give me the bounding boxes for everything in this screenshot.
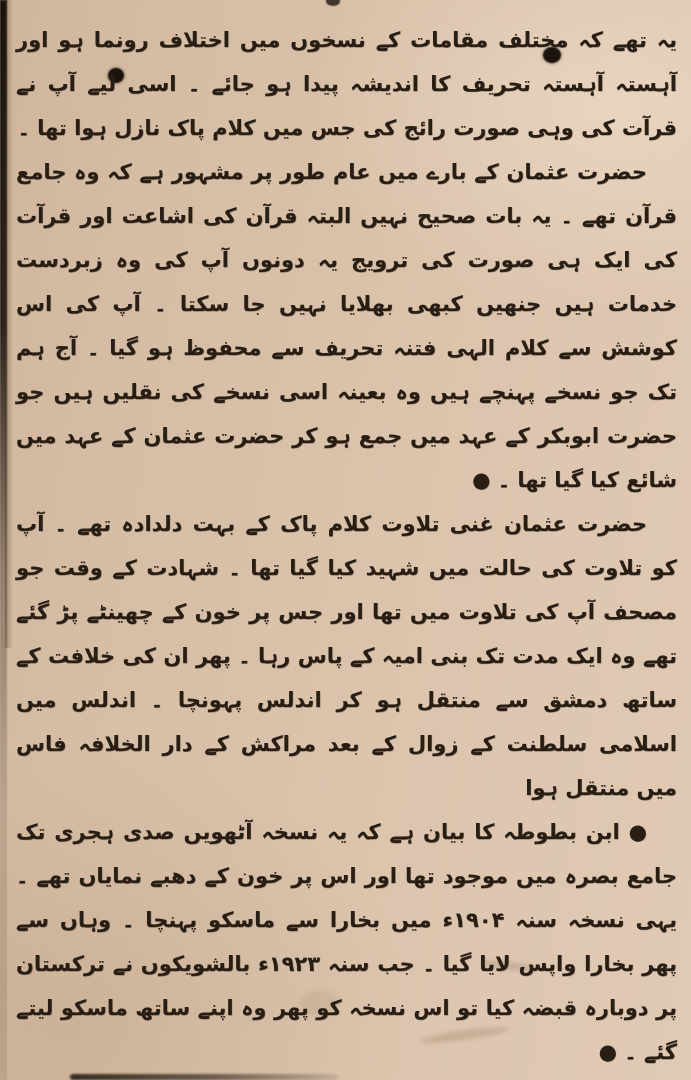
page-edge-shadow-left-soft — [5, 0, 13, 648]
ink-mark-top — [326, 0, 340, 6]
paragraph-uthman-jami-quran: حضرت عثمان کے بارے میں عام طور پر مشہور ہے کہ وہ جامع قرآن تھے ۔ یہ بات صحیح نہیں البتہ قرآن کی اشاعت اور قرآت کی ایک ہی صورت کی ترویج یہ دونوں آپ کی وہ زبردست خدمات ہیں جنھیں کبھی بھلایا نہیں جا سکتا ۔ آپ کی اس کوشش سے کلام الہی فتنہ تحریف سے محفوظ ہو گیا ۔ آج ہم تک جو نسخے پہنچے ہیں وہ بعینہ اسی نسخے کی نقلیں ہیں جو حضرت ابوبکر کے عہد میں جمع ہو کر حضرت عثمان کے عہد میں شائع کیا گیا تھا ۔ ● — [16, 160, 677, 492]
scan-shadow-bottom — [70, 1074, 338, 1080]
paragraph-uthman-shahadat-mushaf: حضرت عثمان غنی تلاوت کلام پاک کے بہت دلدادہ تھے ۔ آپ کو تلاوت کی حالت میں شہید کیا گیا تھا ۔ شہادت کے وقت جو مصحف آپ کی تلاوت میں تھا اور جس پر خون کے چھینٹے پڑ گئے تھے وہ ایک مدت تک بنی امیہ کے پاس رہا ۔ پھر ان کی خلافت کے ساتھ دمشق سے منتقل ہو کر اندلس پہونچا ۔ اندلس میں اسلامی سلطنت کے زوال کے بعد مراکش کے دار الخلافہ فاس میں منتقل ہوا — [16, 512, 677, 800]
urdu-text-block — [16, 18, 677, 1074]
paragraph-ibn-battuta-manuscript: ● ابن بطوطہ کا بیان ہے کہ یہ نسخہ آٹھویں صدی ہجری تک جامع بصرہ میں موجود تھا اور اس پر خون کے دھبے نمایاں تھے ۔ یہی نسخہ سنہ ۱۹۰۴ء میں بخارا سے ماسکو پہنچا ۔ وہاں سے پھر بخارا واپس لایا گیا ۔ جب سنہ ۱۹۲۳ء بالشویکوں نے ترکستان پر دوبارہ قبضہ کیا تو اس نسخہ کو پھر وہ اپنے ساتھ ماسکو لیتے گئے ۔ ● — [16, 820, 677, 1064]
paragraph-continuation-variant-readings: یہ تھے کہ مختلف مقامات کے نسخوں میں اختلاف رونما ہو اور آہستہ آہستہ تحریف کا اندیشہ پیدا ہو جائے ۔ اسی لیے آپ نے قرآت کی وہی صورت رائج کی جس میں کلام پاک نازل ہوا تھا ۔ — [16, 28, 677, 140]
